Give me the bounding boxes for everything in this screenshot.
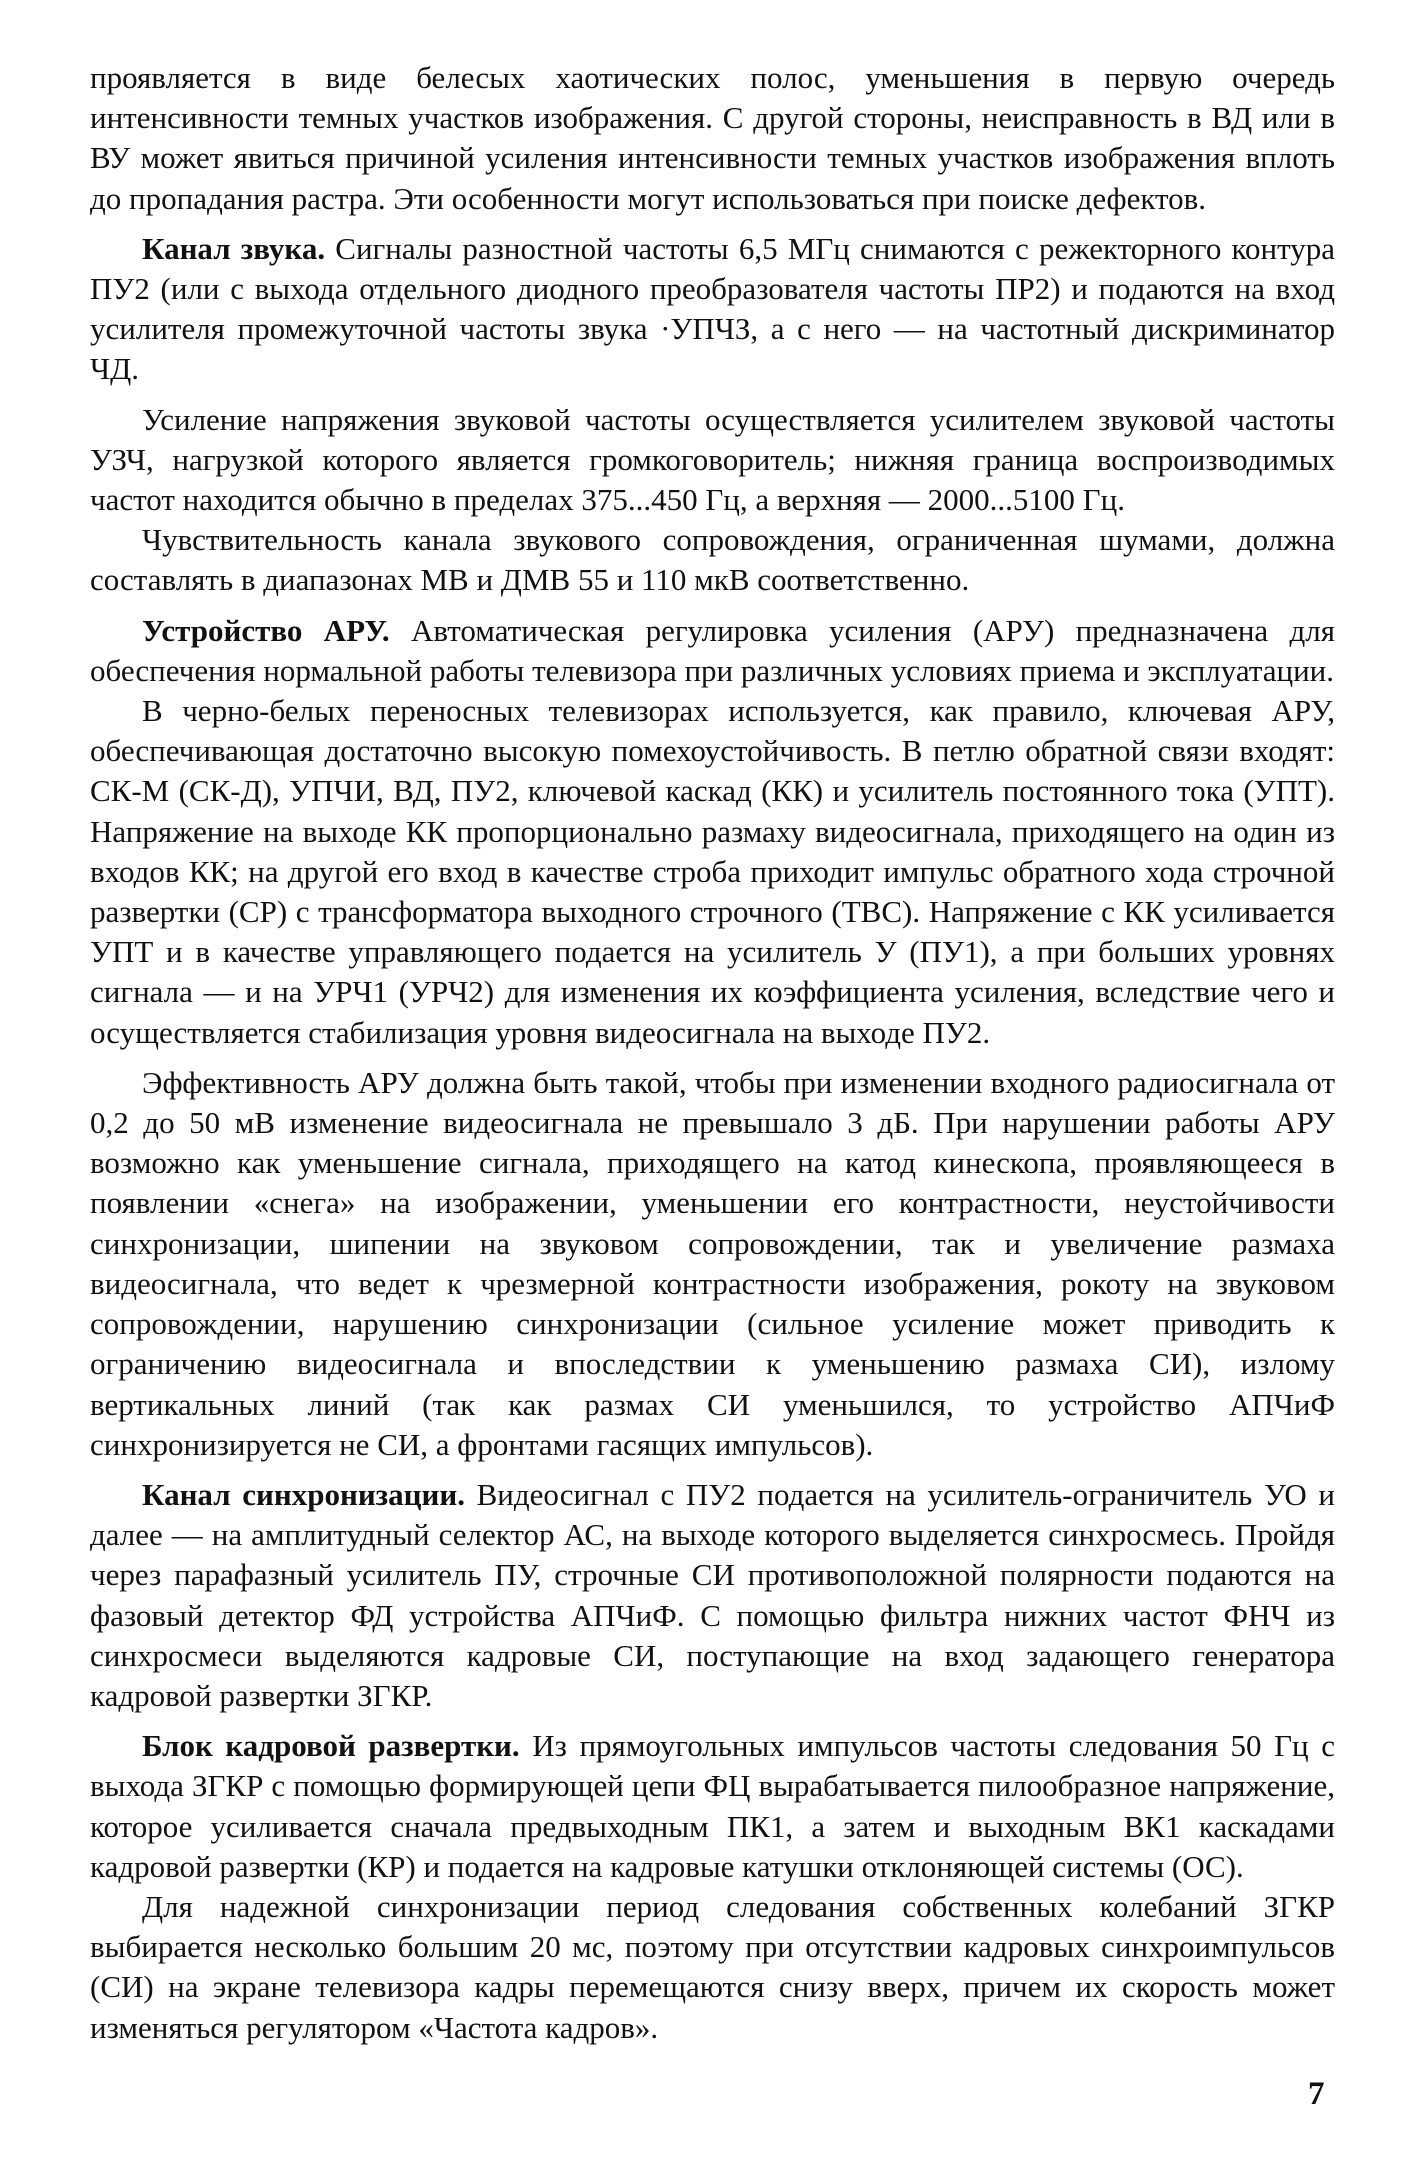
paragraph-audio-amplifier — [90, 400, 1335, 521]
paragraph-agc-efficiency — [90, 1063, 1335, 1465]
paragraph-text: Чувствительность канала звукового сопровождения, ограниченная шумами, должна составлять в диапазонах МВ и ДМВ 55 и 110 мкВ соответственно. — [90, 522, 1335, 598]
paragraph-frame-scan — [90, 1726, 1335, 1887]
section-heading-frame-scan: Блок кадровой развертки. — [142, 1728, 520, 1764]
section-heading-agc: Устройство АРУ. — [142, 612, 390, 648]
paragraph-text: Эффективность АРУ должна быть такой, чтобы при изменении входного радиосигнала от 0,2 до 50 мВ изменение видеосигнала не превышало 3 дБ. При нарушении работы АРУ возможно как уменьшение сигнала, приходящего на катод кинескопа, проявляющееся в появлении «снега» на изображении, уменьшении его контрастности, неустойчивости синхронизации, шипении на звуковом сопровождении, так и увеличение размаха видеосигнала, что ведет к чрезмерной контрастности изображения, рокоту на звуковом сопровождении, нарушению синхронизации (сильное усиление может приводить к ограничению видеосигнала и впоследствии к уменьшению размаха СИ), излому вертикальных линий (так как размах СИ уменьшился, то устройство АПЧиФ синхронизируется не СИ, а фронтами гасящих импульсов). — [90, 1064, 1335, 1462]
paragraph-text: Усиление напряжения звуковой частоты осуществляется усилителем звуковой частоты УЗЧ, нагрузкой которого является громкоговоритель; нижняя граница воспроизводимых частот находится обычно в пределах 375...450 Гц, а верхняя — 2000...5100 Гц. — [90, 401, 1335, 518]
page-body — [90, 58, 1335, 2058]
paragraph-sensitivity — [90, 520, 1335, 600]
paragraph-text: В черно-белых переносных телевизорах используется, как правило, ключевая АРУ, обеспечивающая достаточно высокую помехоустойчивость. В петлю обратной связи входят: СК-М (СК-Д), УПЧИ, ВД, ПУ2, ключевой каскад (КК) и усилитель постоянного тока (УПТ). Напряжение на выходе КК пропорционально размаху видеосигнала, приходящего на один из входов КК; на другой его вход в качестве строба приходит импульс обратного хода строчной развертки (СР) с трансформатора выходного строчного (ТВС). Напряжение с КК усиливается УПТ и в качестве управляющего подается на усилитель У (ПУ1), а при больших уровнях сигнала — и на УРЧ1 (УРЧ2) для изменения их коэффициента усиления, вследствие чего и осуществляется стабилизация уровня видеосигнала на выходе ПУ2. — [90, 693, 1335, 1050]
paragraph-text: Для надежной синхронизации период следования собственных колебаний ЗГКР выбирается несколько большим 20 мс, поэтому при отсутствии кадровых синхроимпульсов (СИ) на экране телевизора кадры перемещаются снизу вверх, причем их скорость может изменяться регулятором «Частота кадров». — [90, 1888, 1335, 2045]
section-heading-sync-channel: Канал синхронизации. — [142, 1476, 465, 1512]
paragraph-agc-loop — [90, 691, 1335, 1053]
paragraph-text: Автоматическая регулировка усиления (АРУ) предназначена для обеспечения нормальной работы телевизора при различных условиях приема и эксплуатации. — [90, 612, 1335, 688]
page-number: 7 — [1308, 2076, 1325, 2112]
paragraph-text: проявляется в виде белесых хаотических полос, уменьшения в первую очередь интенсивности темных участков изображения. С другой стороны, неисправность в ВД или в ВУ может явиться причиной усиления интенсивности темных участков изображения вплоть до пропадания растра. Эти особенности могут использоваться при поиске дефектов. — [90, 60, 1335, 216]
paragraph-text: Видеосигнал с ПУ2 подается на усилитель-ограничитель УО и далее — на амплитудный селектор АС, на выходе которого выделяется синхросмесь. Пройдя через парафазный усилитель ПУ, строчные СИ противоположной полярности подаются на фазовый детектор ФД устройства АПЧиФ. С помощью фильтра нижних частот ФНЧ из синхросмеси выделяются кадровые СИ, поступающие на вход задающего генератора кадровой развертки ЗГКР. — [90, 1476, 1335, 1713]
paragraph-text: Из прямоугольных импульсов частоты следования 50 Гц с выхода ЗГКР с помощью формирующей цепи ФЦ вырабатывается пилообразное напряжение, которое усиливается сначала предвыходным ПК1, а затем и выходным ВК1 каскадами кадровой развертки (КР) и подается на кадровые катушки отклоняющей системы (ОС). — [90, 1728, 1335, 1884]
section-heading-sound-channel: Канал звука. — [142, 230, 326, 266]
paragraph-frame-sync — [90, 1887, 1335, 2048]
paragraph-text: Сигналы разностной частоты 6,5 МГц снимаются с режекторного контура ПУ2 (или с выхода отдельного диодного преобразователя частоты ПР2) и подаются на вход усилителя промежуточной частоты звука ·УПЧЗ, а с него — на частотный дискриминатор ЧД. — [90, 230, 1335, 387]
paragraph-sound-channel — [90, 229, 1335, 390]
paragraph-agc — [90, 611, 1335, 691]
paragraph-continuation — [90, 58, 1335, 219]
paragraph-sync-channel — [90, 1475, 1335, 1716]
